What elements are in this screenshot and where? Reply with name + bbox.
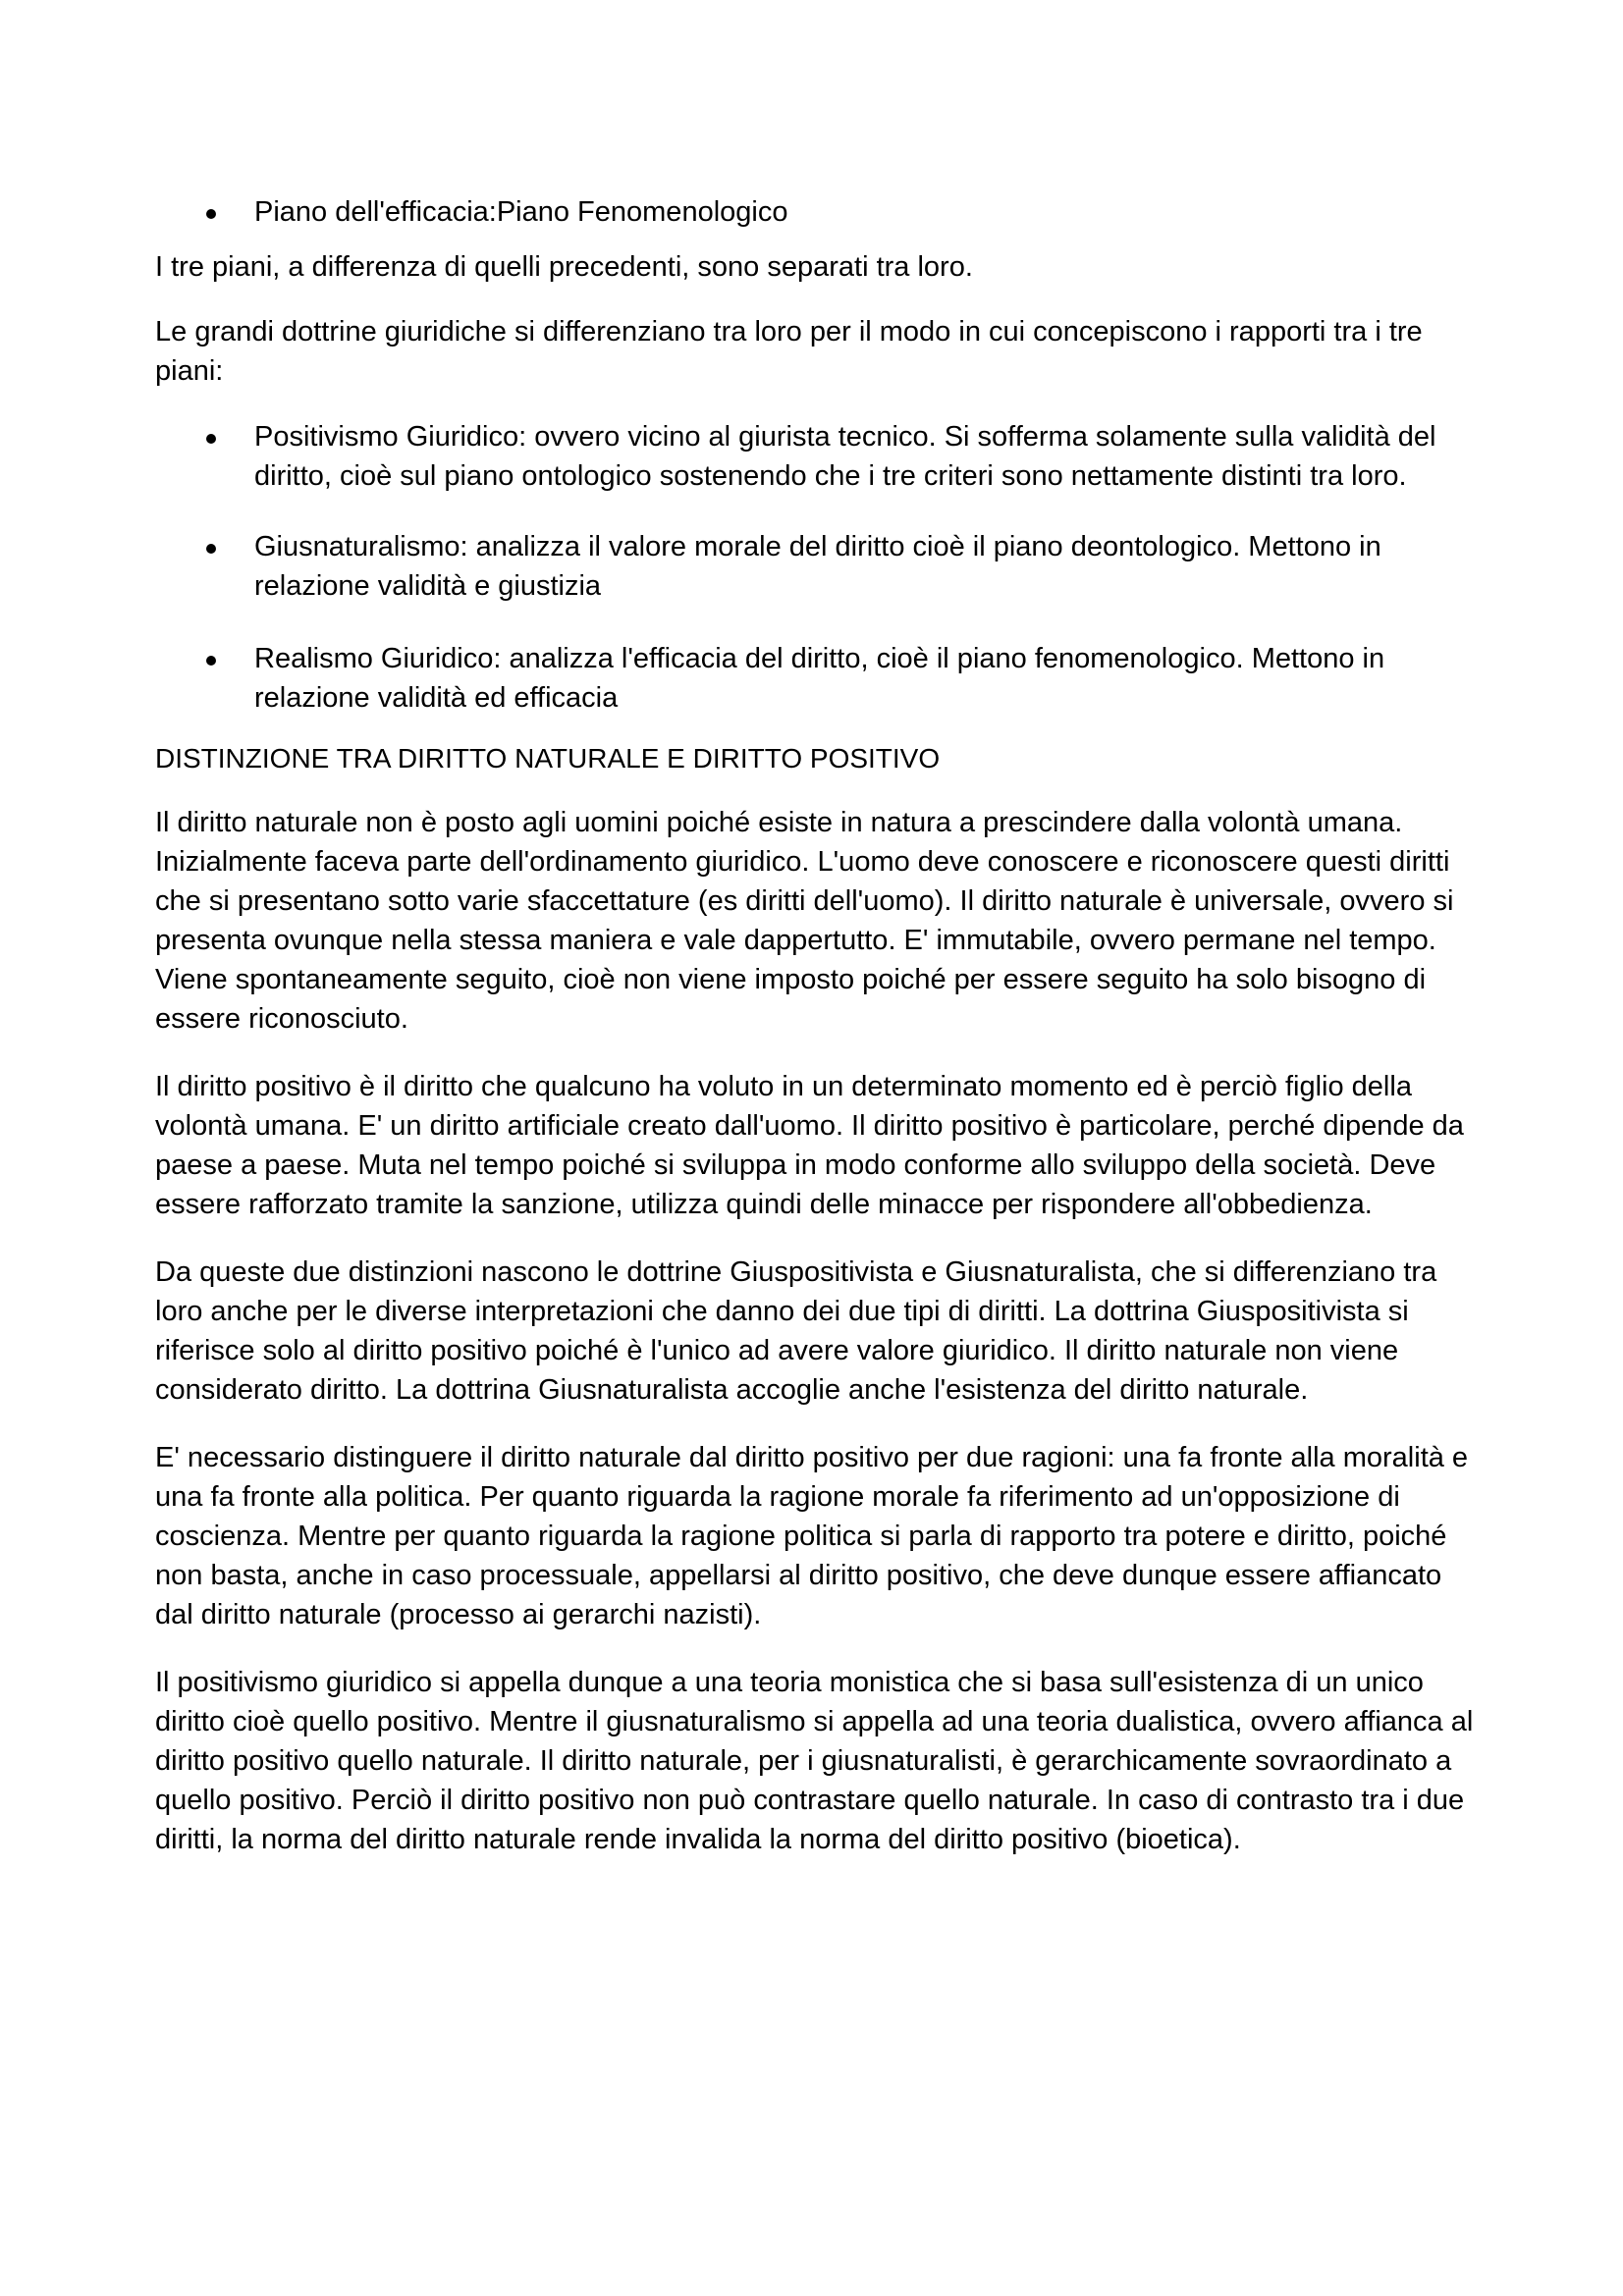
paragraph-teoria-monistica: Il positivismo giuridico si appella dunque a una teoria monistica che si basa sull'esistenza di un unico diritto cioè quello positivo. Mentre il giusnaturalismo si appella ad una teoria dualistica, ovvero affianca al diritto positivo quello naturale. Il diritto naturale, per i giusnaturalisti, è gerarchicamente sovraordinato a quello positivo. Perciò il diritto positivo non può contrastare quello naturale. In caso di contrasto tra i due diritti, la norma del diritto naturale rende invalida la norma del diritto positivo (bioetica). [155, 1667, 1474, 1855]
bullet-text: Positivismo Giuridico: ovvero vicino al giurista tecnico. Si sofferma solamente sulla validità del diritto, cioè sul piano ontologico sostenendo che i tre criteri sono nettamente distinti tra loro. [254, 421, 1436, 492]
paragraph-dottrine: Da queste due distinzioni nascono le dottrine Giuspositivista e Giusnaturalista, che si differenziano tra loro anche per le diverse interpretazioni che danno dei due tipi di diritti. La dottrina Giuspositivista si riferisce solo al diritto positivo poiché è l'unico ad avere valore giuridico. Il diritto naturale non viene considerato diritto. La dottrina Giusnaturalista accoglie anche l'esistenza del diritto naturale. [155, 1256, 1437, 1406]
bullet-dot-icon [206, 656, 216, 666]
bullet-item-efficacia [155, 192, 1483, 232]
page-content [155, 192, 1483, 1888]
bullet-dot-icon [206, 434, 216, 444]
bullet-text: Giusnaturalismo: analizza il valore morale del diritto cioè il piano deontologico. Mettono in relazione validità e giustizia [254, 531, 1381, 602]
bullet-dot-icon [206, 209, 216, 219]
paragraph-diritto-positivo: Il diritto positivo è il diritto che qualcuno ha voluto in un determinato momento ed è perciò figlio della volontà umana. E' un diritto artificiale creato dall'uomo. Il diritto positivo è particolare, perché dipende da paese a paese. Muta nel tempo poiché si sviluppa in modo conforme allo sviluppo della società. Deve essere rafforzato tramite la sanzione, utilizza quindi delle minacce per rispondere all'obbedienza. [155, 1071, 1464, 1220]
bullet-item-positivismo [155, 417, 1483, 496]
paragraph-ragioni-distinzione: E' necessario distinguere il diritto naturale dal diritto positivo per due ragioni: una fa fronte alla moralità e una fa fronte alla politica. Per quanto riguarda la ragione morale fa riferimento ad un'opposizione di coscienza. Mentre per quanto riguarda la ragione politica si parla di rapporto tra potere e diritto, poiché non basta, anche in caso processuale, appellarsi al diritto positivo, che deve dunque essere affiancato dal diritto naturale (processo ai gerarchi nazisti). [155, 1442, 1469, 1630]
intro-paragraph: I tre piani, a differenza di quelli precedenti, sono separati tra loro. [155, 251, 973, 283]
paragraph-diritto-naturale: Il diritto naturale non è posto agli uomini poiché esiste in natura a prescindere dalla volontà umana. Inizialmente faceva parte dell'ordinamento giuridico. L'uomo deve conoscere e riconoscere questi diritti che si presentano sotto varie sfaccettature (es diritti dell'uomo). Il diritto naturale è universale, ovvero si presenta ovunque nella stessa maniera e vale dappertutto. E' immutabile, ovvero permane nel tempo. Viene spontaneamente seguito, cioè non viene imposto poiché per essere seguito ha solo bisogno di essere riconosciuto. [155, 807, 1454, 1035]
bullet-dot-icon [206, 544, 216, 554]
bullet-item-giusnaturalismo [155, 527, 1483, 606]
section-heading: DISTINZIONE TRA DIRITTO NATURALE E DIRITTO POSITIVO [155, 743, 941, 774]
bullet-text: Realismo Giuridico: analizza l'efficacia del diritto, cioè il piano fenomenologico. Mettono in relazione validità ed efficacia [254, 643, 1385, 714]
bullet-item-realismo [155, 639, 1483, 718]
doctrines-intro-paragraph: Le grandi dottrine giuridiche si differenziano tra loro per il modo in cui concepiscono i rapporti tra i tre piani: [155, 316, 1423, 387]
bullet-text: Piano dell'efficacia:Piano Fenomenologico [254, 196, 788, 228]
